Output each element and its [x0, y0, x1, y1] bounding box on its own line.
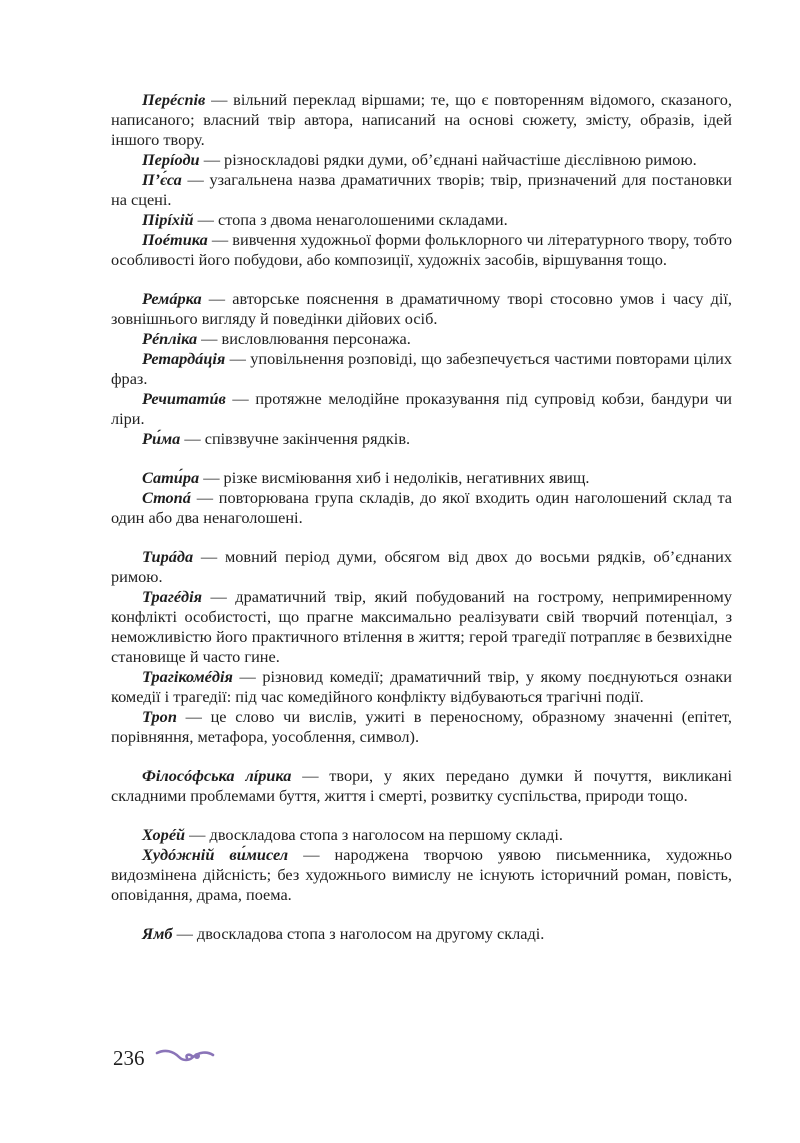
glossary-definition: — узагальнена назва драматичних творів; твір, призначений для постановки на сцені. [111, 170, 732, 209]
glossary-definition: — стопа з двома ненаголошеними складами. [193, 210, 508, 229]
glossary-definition: — драматичний твір, який побудований на гострому, непримиренному конфлікті особистості, що прагне максимально реалізувати свій творчий потенціал, з неможливістю його практичного втілення в життя; герой трагедії потрапляє в безвихідне становище й часто гине. [111, 587, 732, 666]
glossary-group [111, 289, 732, 449]
glossary-group [111, 468, 732, 528]
glossary-term: Перíоди [142, 150, 200, 169]
glossary-definition: — двоскладова стопа з наголосом на другому складі. [172, 924, 545, 943]
glossary-definition: — народжена творчою уявою письменника, художньо видозмінена дійсність; без художнього вимислу не існують історичний роман, повість, оповідання, драма, поема. [111, 845, 732, 904]
glossary-term: Перéспів [142, 90, 206, 109]
glossary-term: Речитатúв [142, 389, 226, 408]
glossary-definition: — різноскладові рядки думи, об’єднані найчастіше дієслівною римою. [199, 150, 697, 169]
glossary-entry [111, 230, 732, 270]
glossary-entry [111, 766, 732, 806]
glossary-entry [111, 488, 732, 528]
glossary-entry [111, 707, 732, 747]
glossary-term: П’є́са [142, 170, 182, 189]
glossary-entry [111, 587, 732, 667]
glossary-definition: — співзвучне закінчення рядків. [180, 429, 411, 448]
glossary-entry [111, 210, 732, 230]
glossary-entry [111, 667, 732, 707]
glossary-definition: — різновид комедії; драматичний твір, у якому поєднуються ознаки комедії і трагедії: під час комедійного конфлікту відбуваються трагічні події. [111, 667, 732, 706]
glossary-definition: — різке висміювання хиб і недоліків, негативних явищ. [199, 468, 590, 487]
glossary-entry [111, 289, 732, 329]
glossary-definition: — протяжне мелодійне проказування під супровід кобзи, бандури чи ліри. [111, 389, 732, 428]
glossary-term: Трагікомéдія [142, 667, 233, 686]
glossary-entry [111, 429, 732, 449]
glossary-term: Ремáрка [142, 289, 202, 308]
glossary-definition: — твори, у яких передано думки й почуття, викликані складними проблемами буття, життя і смерті, розвитку суспільства, природи тощо. [111, 766, 732, 805]
glossary-definition: — вільний переклад віршами; те, що є повторенням відомого, сказаного, написаного; власний твір автора, написаний на основі сюжету, змісту, образів, ідей іншого твору. [111, 90, 732, 149]
glossary-term: Ретардáція [142, 349, 226, 368]
glossary-definition: — мовний період думи, обсягом від двох до восьми рядків, об’єднаних римою. [111, 547, 732, 586]
glossary-entry [111, 150, 732, 170]
glossary-entry [111, 349, 732, 389]
glossary-term: Ямб [142, 924, 173, 943]
glossary-entry [111, 329, 732, 349]
glossary-term: Філосóфська лíрика [142, 766, 292, 785]
glossary-group [111, 825, 732, 905]
glossary-entry [111, 468, 732, 488]
glossary-definition: — уповільнення розповіді, що забезпечується частими повторами цілих фраз. [111, 349, 732, 388]
swirl-ornament-icon [155, 1047, 215, 1070]
glossary-entry [111, 845, 732, 905]
glossary-definition: — вивчення художньої форми фольклорного чи літературного твору, тобто особливості його побудови, або композиції, художніх засобів, віршування тощо. [111, 230, 732, 269]
glossary-term: Рéпліка [142, 329, 198, 348]
glossary-entry [111, 170, 732, 210]
glossary-group [111, 924, 732, 944]
glossary-term: Хорéй [142, 825, 186, 844]
page-number: 236 [113, 1046, 145, 1070]
glossary-definition: — це слово чи вислів, ужиті в переносному, образному значенні (епітет, порівняння, метафора, уособлення, символ). [111, 707, 732, 746]
glossary-term: Тирáда [142, 547, 194, 566]
glossary-entry [111, 90, 732, 150]
glossary-definition: — повторювана група складів, до якої входить один наголошений склад та один або два ненаголошені. [111, 488, 732, 527]
glossary-entry [111, 924, 732, 944]
glossary-term: Худóжній ви́мисел [142, 845, 289, 864]
glossary-term: Сати́ра [142, 468, 200, 487]
glossary-page [111, 90, 732, 963]
glossary-entry [111, 389, 732, 429]
glossary-group [111, 90, 732, 270]
glossary-entry [111, 825, 732, 845]
glossary-group [111, 766, 732, 806]
glossary-entry [111, 547, 732, 587]
glossary-definition: — двоскладова стопа з наголосом на першому складі. [185, 825, 563, 844]
glossary-term: Трагéдія [142, 587, 203, 606]
glossary-definition: — авторське пояснення в драматичному творі стосовно умов і часу дії, зовнішнього вигляду й поведінки дійових осіб. [111, 289, 732, 328]
glossary-term: Троп [142, 707, 177, 726]
glossary-term: Пірíхій [142, 210, 194, 229]
glossary-term: Стопá [142, 488, 191, 507]
page-footer [113, 1046, 215, 1071]
glossary-definition: — висловлювання персонажа. [197, 329, 411, 348]
glossary-group [111, 547, 732, 747]
glossary-term: Ри́ма [142, 429, 181, 448]
glossary-term: Поéтика [142, 230, 208, 249]
